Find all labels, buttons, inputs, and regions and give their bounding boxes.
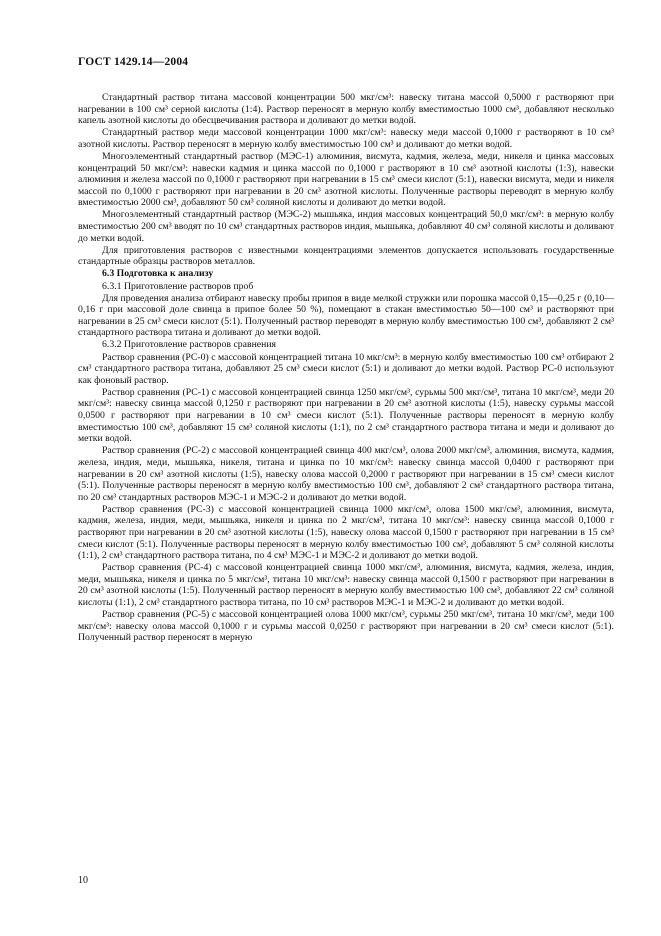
subsection-heading-6-3-2: 6.3.2 Приготовление растворов сравнения (102, 339, 277, 351)
paragraph-gso-note: Для приготовления растворов с известными концентрациями элементов допускается использовать государственные стандартные образцы растворов металлов. (78, 244, 614, 268)
paragraph-sample-prep: Для проведения анализа отбирают навеску пробы припоя в виде мелкой стружки или порошка массой 0,15—0,25 г (0,10—0,16 г при массовой доле свинца в припое более 50 %), помещают в стакан вместимостью 50—100 см³ и растворяют при нагревании в 25 см³ смеси кислот (5:1). Полученный раствор переводят в мерную колбу вместимостью 100 см³, добавляют 2 см³ стандартного раствора титана и доливают до метки водой. (78, 292, 614, 339)
page-number: 10 (78, 875, 88, 886)
document-body (78, 92, 614, 644)
subsection-heading-6-3-1: 6.3.1 Приготовление растворов проб (102, 280, 254, 292)
paragraph-mes1-standard: Многоэлементный стандартный раствор (МЭС-1) алюминия, висмута, кадмия, железа, меди, никеля и цинка массовых концентраций 50 мкг/см³: навески кадмия и цинка массой по 0,1000 г растворяют в 10 см³ азотной кислоты (1:3), навески алюминия и железа массой по 0,1000 г растворяют при нагревании в 15 см³ смеси кислот (5:1), навески висмута, меди и никеля массой по 0,1000 г растворяют при нагревании в 20 см³ азотной кислоты. Полученные растворы переводят в мерную колбу вместимостью 2000 см³, добавляют 50 см³ соляной кислоты и доливают до метки водой. (78, 150, 614, 209)
section-heading-6-3: 6.3 Подготовка к анализу (102, 268, 214, 280)
paragraph-rs5: Раствор сравнения (РС-5) с массовой концентрацией олова 1000 мкг/см³, сурьмы 250 мкг/см³, титана 10 мкг/см³, меди 100 мкг/см³: навеску олова массой 0,1000 г и сурьмы массой 0,0250 г растворяют при нагревании в 20 см³ смеси кислот (5:1). Полученный раствор переносят в мерную (78, 609, 614, 644)
paragraph-rs3: Раствор сравнения (РС-3) с массовой концентрацией свинца 1000 мкг/см³, олова 1500 мкг/см³, алюминия, висмута, кадмия, железа, индия, меди, мышьяка, никеля и цинка по 2 мкг/см³, титана 10 мкг/см³: навеску свинца массой 0,1000 г растворяют при нагревании в 20 см³ азотной кислоты (1:5), навеску олова массой 0,1500 г растворяют при нагревании в 15 см³ смеси кислот (5:1). Полученные растворы переносят в мерную колбу вместимостью 100 см³, добавляют 5 см³ соляной кислоты (1:1), 2 см³ стандартного раствора титана, по 4 см³ МЭС-1 и МЭС-2 и доливают до метки водой. (78, 503, 614, 562)
paragraph-rs2: Раствор сравнения (РС-2) с массовой концентрацией свинца 400 мкг/см³, олова 2000 мкг/см³, алюминия, висмута, кадмия, железа, индия, меди, мышьяка, никеля, титана и цинка по 10 мкг/см³: навеску свинца массой 0,0400 г растворяют при нагревании в 20 см³ азотной кислоты (1:5), навеску олова массой 0,2000 г растворяют при нагревании в 15 см³ смеси кислот (5:1). Полученные растворы переносят в мерную колбу вместимостью 100 см³, добавляют 2 см³ стандартного раствора титана, по 20 см³ стандартных растворов МЭС-1 и МЭС-2 и доливают до метки водой. (78, 445, 614, 503)
paragraph-rs0: Раствор сравнения (РС-0) с массовой концентрацией титана 10 мкг/см³: в мерную колбу вместимостью 100 см³ отбирают 2 см³ стандартного раствора титана, добавляют 25 см³ смеси кислот (5:1) и доливают до метки водой. Раствор РС-0 используют как фоновый раствор. (78, 351, 614, 386)
paragraph-copper-standard: Стандартный раствор меди массовой концентрации 1000 мкг/см³: навеску меди массой 0,1000 г растворяют в 10 см³ азотной кислоты. Раствор переносят в мерную колбу вместимостью 100 см³ и доливают до метки водой. (78, 127, 614, 150)
paragraph-mes2-standard: Многоэлементный стандартный раствор (МЭС-2) мышьяка, индия массовых концентраций 50,0 мкг/см³: в мерную колбу вместимостью 200 см³ вводят по 10 см³ стандартных растворов индия, мышьяка, добавляют 40 см³ соляной кислоты и доливают до метки водой. (78, 209, 614, 244)
paragraph-rs4: Раствор сравнения (РС-4) с массовой концентрацией свинца 1000 мкг/см³, алюминия, висмута, кадмия, железа, индия, меди, мышьяка, никеля и цинка по 5 мкг/см³, титана 10 мкг/см³: навеску свинца массой 0,1500 г растворяют при нагревании в 20 см³ азотной кислоты (1:5). Полученный раствор переносят в мерную колбу вместимостью 100 см³, добавляют 22 см³ соляной кислоты (1:1), 2 см³ стандартного раствора титана, по 10 см³ растворов МЭС-1 и МЭС-2 и доливают до метки водой. (78, 562, 614, 609)
paragraph-rs1: Раствор сравнения (РС-1) с массовой концентрацией свинца 1250 мкг/см³, сурьмы 500 мкг/см³, титана 10 мкг/см³, меди 20 мкг/см³: навеску свинца массой 0,1250 г растворяют при нагревании в 20 см³ азотной кислоты (1:5), навеску сурьмы массой 0,0500 г растворяют при нагревании в 10 см³ смеси кислот (5:1). Полученные растворы переносят в мерную колбу вместимостью 100 см³, добавляют 15 см³ соляной кислоты (1:1), по 2 см³ стандартного раствора титана и меди и доливают до метки водой. (78, 386, 614, 445)
paragraph-titanium-standard: Стандартный раствор титана массовой концентрации 500 мкг/см³: навеску титана массой 0,5000 г растворяют при нагревании в 100 см³ серной кислоты (1:4). Раствор переносят в мерную колбу вместимостью 1000 см³, добавляют несколько капель азотной кислоты до обесцвечивания раствора и доливают до метки водой. (78, 92, 614, 127)
standard-header: ГОСТ 1429.14—2004 (78, 56, 189, 68)
